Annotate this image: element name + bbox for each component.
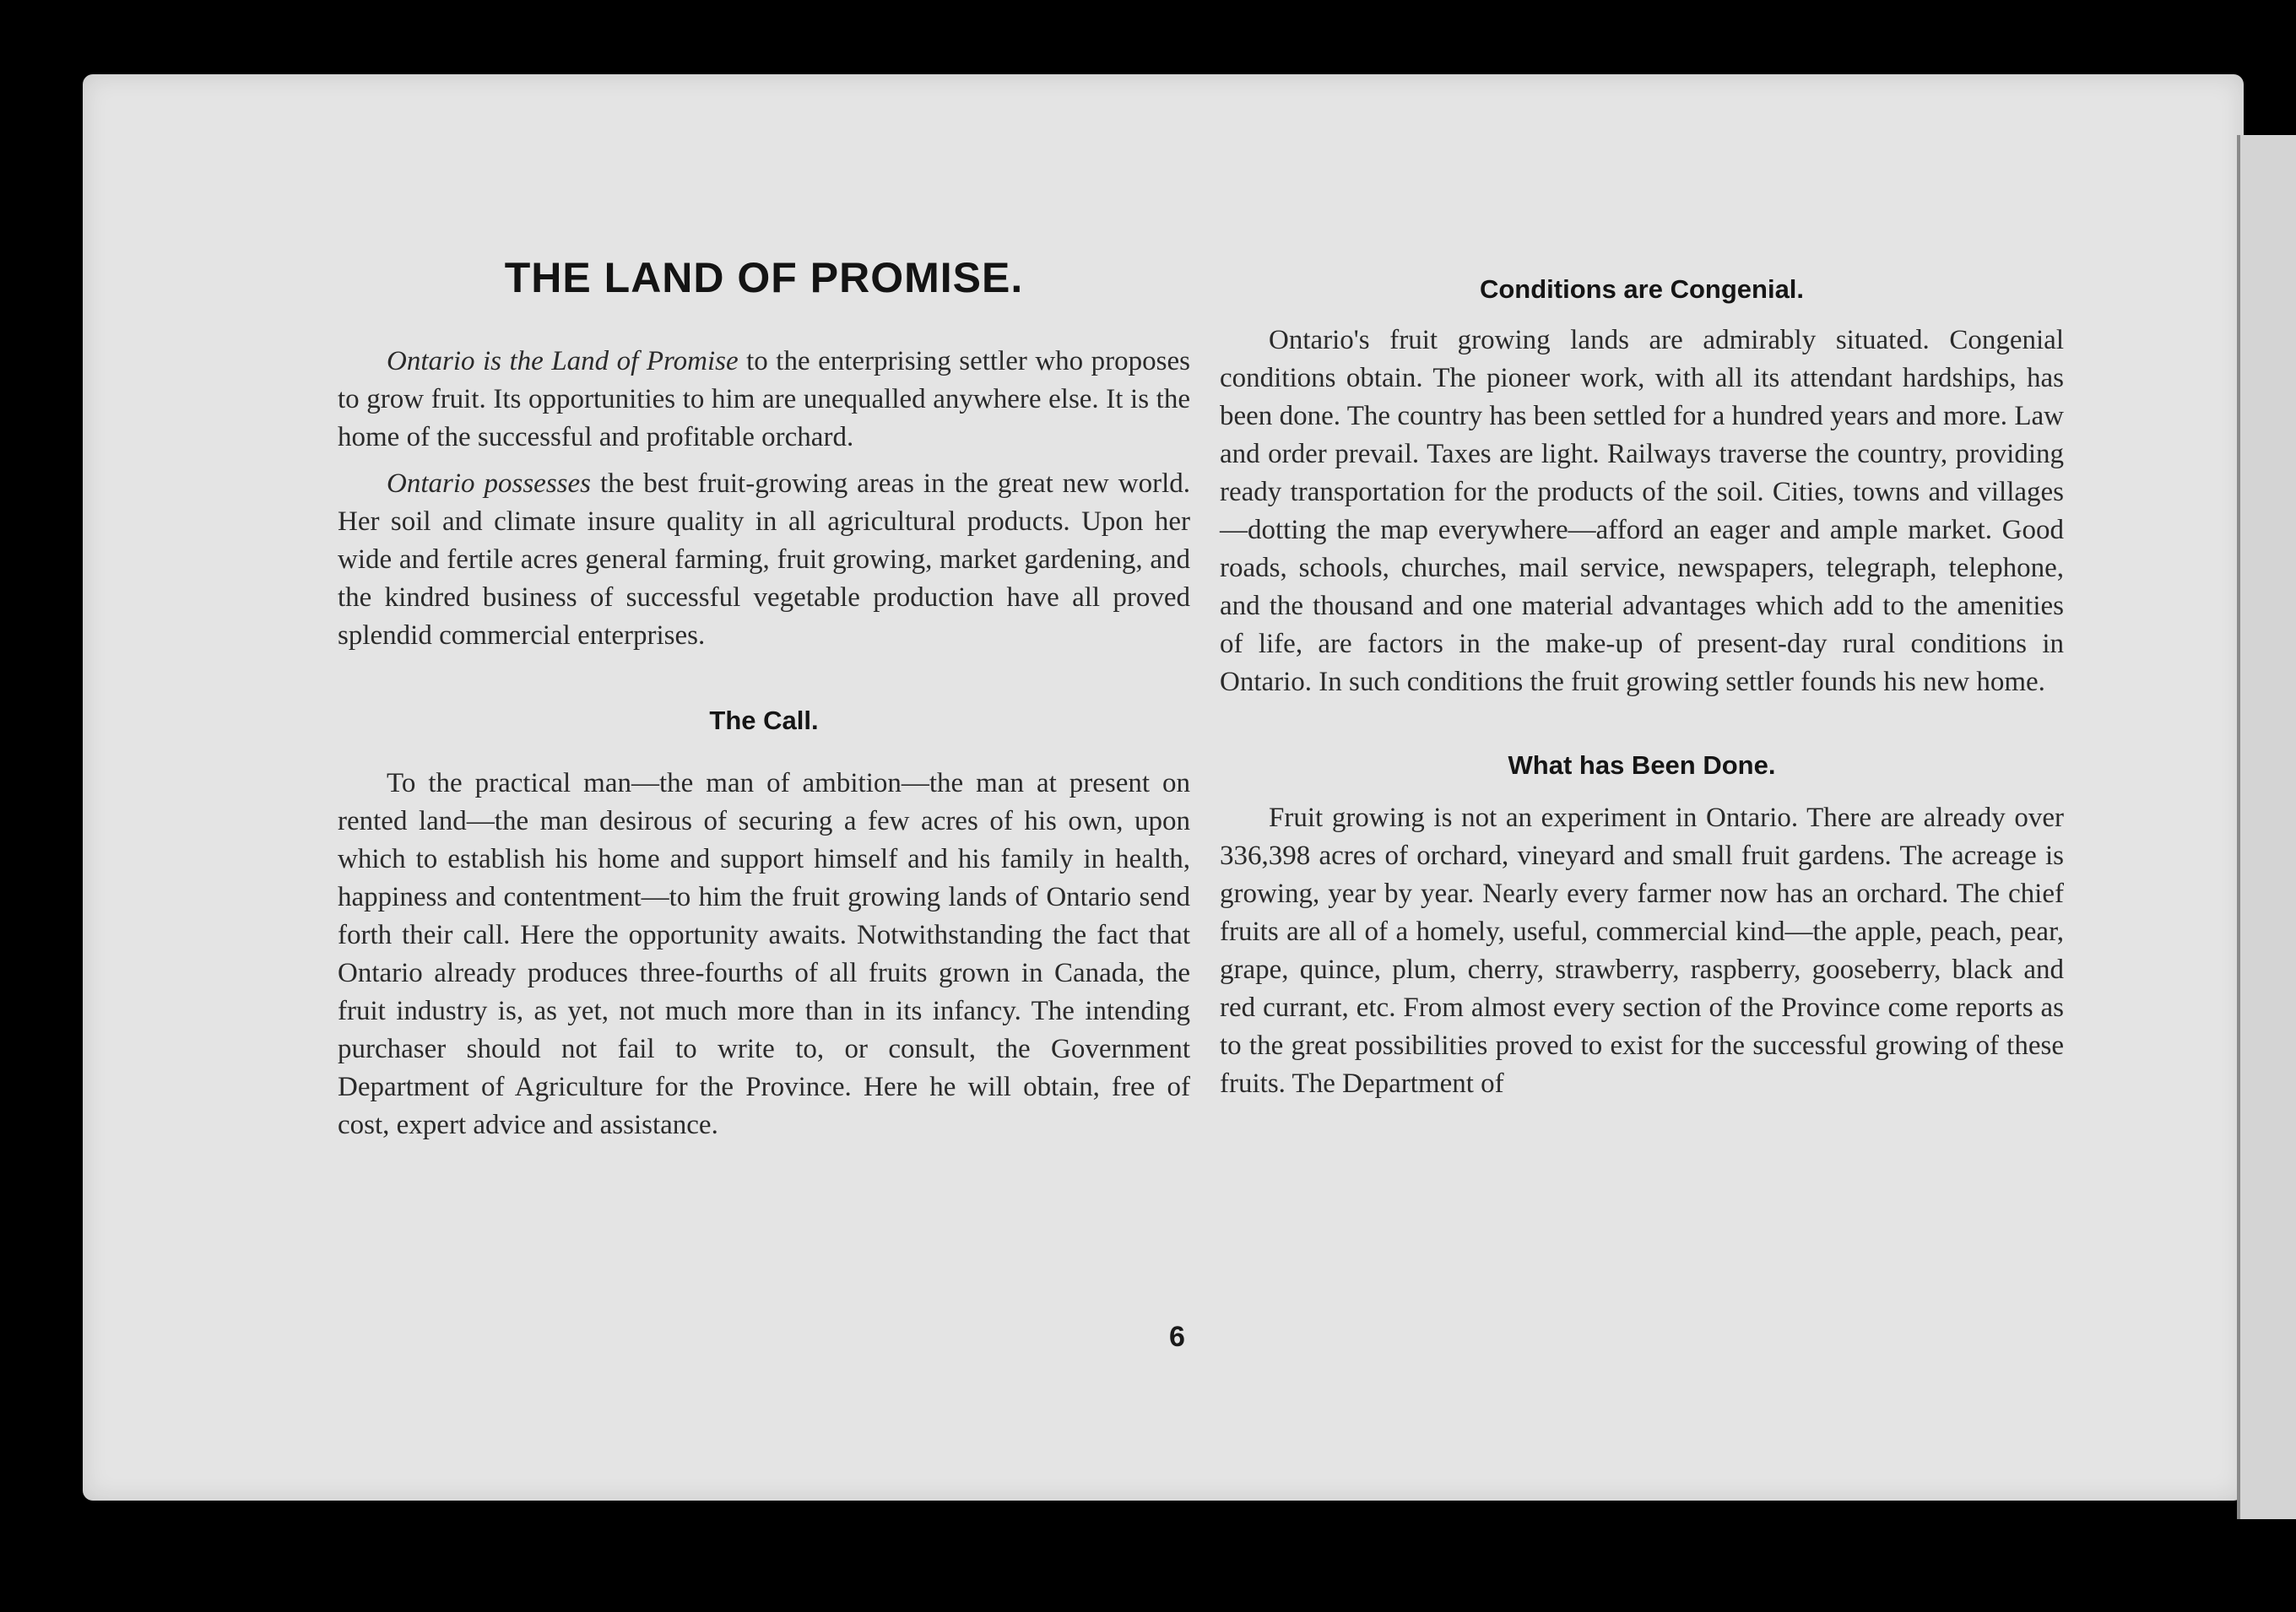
call-paragraph: To the practical man—the man of ambition—the man at present on rented land—the man desirous of securing a few acres of his own, upon which to establish his home and support himself and his family in health, happiness and contentment—to him the fruit growing lands of Ontario send forth their call. Here the opportunity awaits. Notwithstanding the fact that Ontario already produces three-fourths of all fruits grown in Canada, the fruit industry is, as yet, not much more than in its infancy. The intending purchaser should not fail to write to, or consult, the Government Department of Agriculture for the Province. Here he will obtain, free of cost, expert advice and assistance. — [338, 768, 1190, 1140]
done-paragraph: Fruit growing is not an experiment in Ontario. There are already over 336,398 acres of orchard, vineyard and small fruit gardens. The acreage is growing, year by year. Nearly every farmer now has an orchard. The chief fruits are all of a homely, useful, commercial kind—the apple, peach, pear, grape, quince, plum, cherry, strawberry, raspberry, gooseberry, black and red currant, etc. From almost every section of the Province come reports as to the great possibilities proved to exist for the successful growing of these fruits. The Department of — [1220, 803, 2064, 1099]
section-heading-done: What has Been Done. — [1508, 750, 1776, 780]
conditions-paragraph: Ontario's fruit growing lands are admirably situated. Congenial conditions obtain. The pioneer work, with all its attendant hardships, has been done. The country has been settled for a hundred years and more. Law and order prevail. Taxes are light. Railways traverse the country, providing ready transportation for the products of the soil. Cities, towns and villages—dotting the map everywhere—afford an eager and ample market. Good roads, schools, churches, mail service, newspapers, telegraph, telephone, and the thousand and one material advantages which add to the amenities of life, are factors in the make-up of present-day rural conditions in Ontario. In such conditions the fruit growing settler founds his new home. — [1220, 325, 2064, 697]
section-heading-call: The Call. — [709, 706, 819, 735]
possesses-lead: Ontario possesses — [387, 468, 591, 499]
intro-paragraph — [338, 343, 1190, 457]
possesses-rest: the best fruit-growing areas in the great new world. Her soil and climate insure quality in all agricultural products. Upon her wide and fertile acres general farming, fruit growing, market gardening, and the kindred business of successful vegetable production have all proved splendid commercial enterprises. — [338, 468, 1190, 651]
right-column — [1220, 274, 2064, 1103]
page-title: THE LAND OF PROMISE. — [504, 254, 1024, 301]
page-number: 6 — [1169, 1321, 1185, 1353]
left-column — [338, 253, 1190, 1144]
intro-lead: Ontario is the Land of Promise — [387, 346, 739, 376]
possesses-paragraph — [338, 465, 1190, 655]
intro-rest: to the enterprising settler who proposes to grow fruit. Its opportunities to him are unequalled anywhere else. It is the home of the successful and profitable orchard. — [338, 346, 1191, 452]
adjacent-page-edge — [2237, 135, 2296, 1519]
section-heading-conditions: Conditions are Congenial. — [1479, 274, 1805, 304]
